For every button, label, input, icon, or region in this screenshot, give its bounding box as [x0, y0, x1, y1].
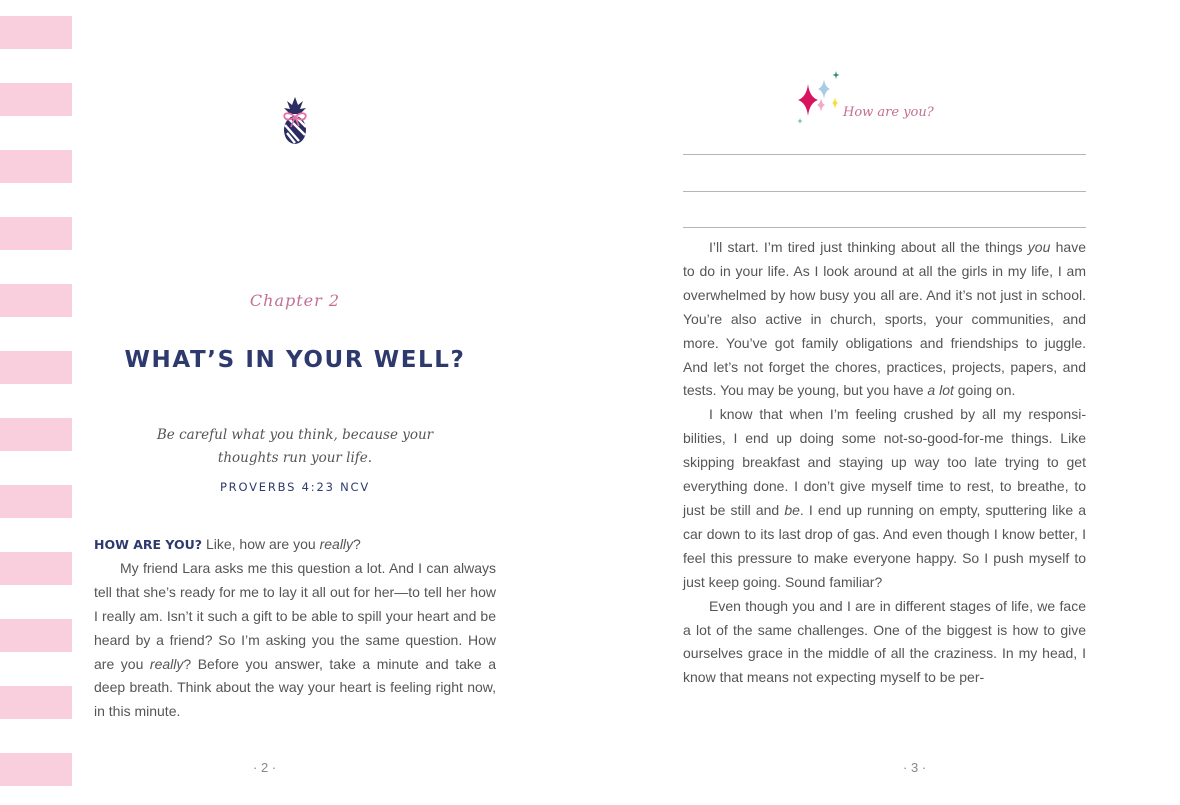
paragraph: I know that when I’m feeling crushed by all my responsibilities, I end up doing some not-so-good-for-me things. Like skipping breakfast and staying up way too late trying to get everything done. I don’t give myself time to rest, to breathe, to just be still and be. I end up running on empty, sputtering like a car down to its last drop of gas. And even though I know better, I feel this pressure to make everyone happy. So I push myself to just keep going. Sound familiar?: [683, 406, 1086, 590]
epigraph-line: Be careful what you think, because your: [156, 427, 434, 443]
epigraph-reference: PROVERBS 4:23 NCV: [219, 480, 371, 494]
lead-in: HOW ARE YOU?: [94, 537, 203, 552]
paragraph: Even though you and I are in different stages of life, we face a lot of the same challenges. One of the biggest is how to give ourselves grace in the middle of all the craziness. In my head, I know that means not expecting myself to be per-: [683, 597, 1086, 686]
body-text: [94, 533, 496, 724]
writing-line: [683, 227, 1086, 228]
paragraph: My friend Lara asks me this question a lot. And I can always tell that she’s ready for me to lay it all out for her—to tell her how I really am. Isn’t it such a gift to be able to spill your heart and be heard by a friend? So I’m asking you the same question. How are you really? Before you answer, take a minute and take a deep breath. Think about the way your heart is feeling right now, in this minute.: [94, 559, 496, 720]
paragraph: HOW ARE YOU? Like, how are you really?: [94, 536, 361, 552]
sparkles-icon: [796, 70, 842, 128]
epigraph-line: thoughts run your life.: [217, 450, 373, 466]
pineapple-icon: [279, 95, 311, 147]
writing-line: [683, 191, 1086, 192]
chapter-label: Chapter 2: [249, 291, 341, 310]
page-number: · 2 ·: [253, 760, 277, 775]
epigraph-quote: [94, 424, 496, 470]
journal-prompt-label: How are you?: [843, 105, 934, 120]
paragraph: I’ll start. I’m tired just thinking about all the things you have to do in your life. As I look around at all the girls in my life, I am overwhelmed by how busy you all are. And it’s not just in school. You’re also active in church, sports, your communities, and more. You’ve got family obligations and friendships to juggle. And let’s not forget the chores, practices, projects, papers, and tests. You may be young, but you have a lot going on.: [683, 239, 1086, 399]
chapter-title: WHAT’S IN YOUR WELL?: [124, 347, 466, 373]
writing-line: [683, 154, 1086, 155]
body-text: [683, 236, 1086, 690]
page-number: · 3 ·: [903, 760, 927, 775]
